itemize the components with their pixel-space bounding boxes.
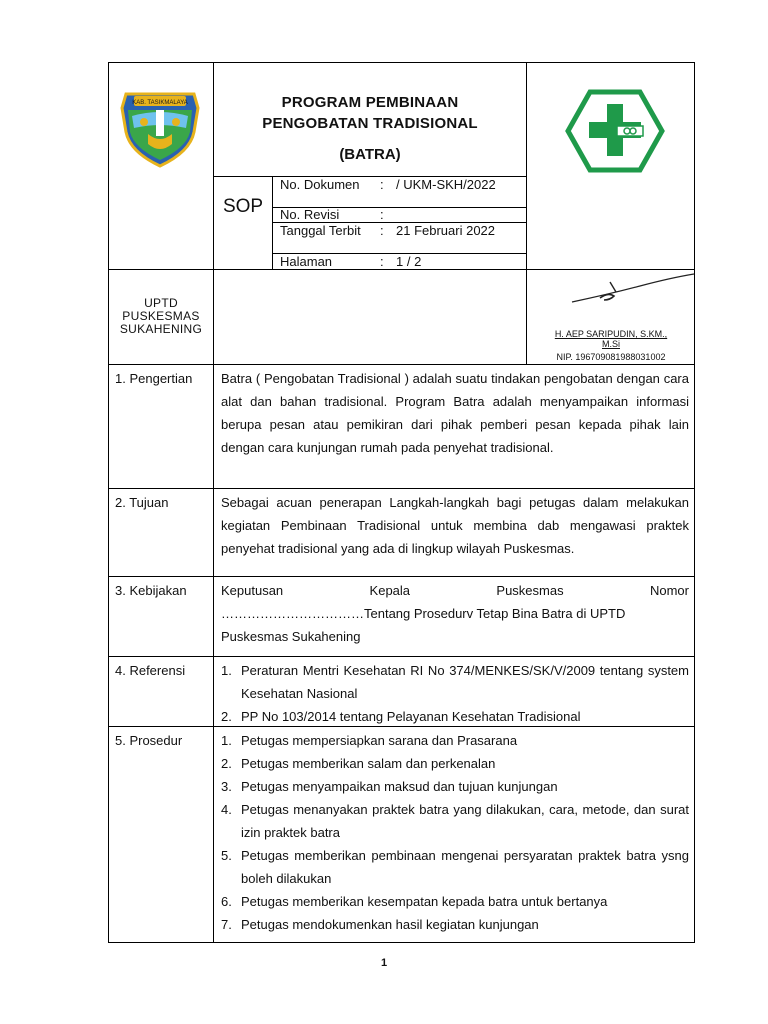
regency-emblem-icon	[118, 86, 202, 170]
item-text: Petugas menanyakan praktek batra yang dilakukan, cara, metode, dan surat izin praktek batra	[241, 802, 689, 840]
section-tujuan	[108, 488, 695, 576]
signatory-name	[527, 329, 695, 349]
signature-mark	[570, 272, 694, 322]
list-item	[221, 890, 689, 913]
svg-text:KAB. TASIKMALAYA: KAB. TASIKMALAYA	[132, 100, 188, 106]
policy-line-3: Puskesmas Sukahening	[221, 629, 361, 644]
item-number: 2.	[221, 709, 232, 724]
meta-key: No. Dokumen	[280, 177, 360, 192]
meta-colon: :	[380, 223, 384, 238]
column-divider	[213, 365, 214, 488]
header-divider	[108, 269, 695, 270]
puskesmas-cross-icon	[565, 88, 665, 174]
section-label: 3. Kebijakan	[115, 583, 187, 598]
signatory-name-line-1: H. AEP SARIPUDIN, S.KM.,	[554, 329, 668, 339]
policy-line-2: ……………………………Tentang Prosedurv Tetap Bina Batra di UPTD	[221, 606, 626, 621]
list-item	[221, 844, 689, 890]
list-item	[221, 775, 689, 798]
org-name-line-1: UPTD	[144, 296, 178, 310]
column-divider	[213, 727, 214, 942]
list-item	[221, 705, 689, 728]
meta-colon: :	[380, 207, 384, 222]
item-number: 4.	[221, 802, 232, 817]
section-text: Batra ( Pengobatan Tradisional ) adalah suatu tindakan pengobatan dengan cara alat dan bahan tradisional. Program Batra adalah menyampaikan informasi berupa pesan atau pemikiran dari pihak pemberi pesan kepada pihak lain dengan cara kunjungan rumah pada penyehat tradisional.	[221, 371, 689, 455]
section-label: 2. Tujuan	[115, 495, 169, 510]
item-number: 1.	[221, 663, 232, 678]
meta-key: Halaman	[280, 254, 333, 269]
section-pengertian	[108, 364, 695, 488]
page-number: 1	[380, 957, 388, 969]
item-number: 6.	[221, 894, 232, 909]
title-line-1: PROGRAM PEMBINAAN	[281, 94, 459, 111]
policy-line-1: Keputusan Kepala Puskesmas Nomor	[221, 583, 689, 598]
section-text: Sebagai acuan penerapan Langkah-langkah bagi petugas dalam melakukan kegiatan Pembinaan Tradisional untuk membina dab mengawasi praktek penyehat tradisional yang ada di lingkup wilayah Puskesmas.	[221, 495, 689, 556]
item-text: Petugas memberikan salam dan perkenalan	[241, 756, 496, 771]
item-number: 2.	[221, 756, 232, 771]
section-text	[221, 579, 689, 648]
section-list	[221, 729, 689, 936]
list-item	[221, 913, 689, 936]
document-title	[214, 92, 526, 134]
meta-key: No. Revisi	[280, 207, 340, 222]
item-text: Petugas memberikan kesempatan kepada batra untuk bertanya	[241, 894, 608, 909]
section-referensi	[108, 656, 695, 726]
meta-value: / UKM-SKH/2022	[396, 177, 496, 192]
item-text: PP No 103/2014 tentang Pelayanan Kesehatan Tradisional	[241, 709, 581, 724]
meta-value: 1 / 2	[396, 254, 422, 269]
document-subtitle: (BATRA)	[339, 146, 401, 163]
title-line-2: PENGOBATAN TRADISIONAL	[262, 115, 478, 132]
organization-name	[108, 297, 214, 336]
item-number: 7.	[221, 917, 232, 932]
meta-colon: :	[380, 177, 384, 192]
section-list	[221, 659, 689, 728]
header-divider	[526, 62, 527, 365]
section-kebijakan	[108, 576, 695, 656]
column-divider	[213, 577, 214, 656]
meta-colon: :	[380, 254, 384, 269]
item-text: Petugas menyampaikan maksud dan tujuan kunjungan	[241, 779, 558, 794]
sop-label: SOP	[222, 196, 264, 217]
signatory-name-line-2: M.Si	[602, 339, 620, 349]
section-label: 1. Pengertian	[115, 371, 193, 386]
item-number: 1.	[221, 733, 232, 748]
item-text: Petugas memberikan pembinaan mengenai persyaratan praktek batra ysng boleh dilakukan	[241, 848, 689, 886]
item-text: Petugas mempersiapkan sarana dan Prasarana	[241, 733, 518, 748]
list-item	[221, 659, 689, 705]
section-label: 5. Prosedur	[115, 733, 183, 748]
list-item	[221, 752, 689, 775]
section-prosedur	[108, 726, 695, 943]
column-divider	[213, 489, 214, 576]
org-name-line-3: SUKAHENING	[119, 322, 203, 336]
column-divider	[213, 657, 214, 726]
item-number: 5.	[221, 848, 232, 863]
section-label: 4. Referensi	[115, 663, 186, 678]
item-text: Petugas mendokumenkan hasil kegiatan kunjungan	[241, 917, 539, 932]
list-item	[221, 798, 689, 844]
meta-key: Tanggal Terbit	[280, 223, 361, 238]
signatory-nip: NIP. 196709081988031002	[556, 352, 666, 362]
list-item	[221, 729, 689, 752]
item-text: Peraturan Mentri Kesehatan RI No 374/MENKES/SK/V/2009 tentang system Kesehatan Nasional	[241, 663, 689, 701]
item-number: 3.	[221, 779, 232, 794]
meta-value: 21 Februari 2022	[396, 223, 496, 238]
org-name-line-2: PUSKESMAS	[122, 309, 200, 323]
